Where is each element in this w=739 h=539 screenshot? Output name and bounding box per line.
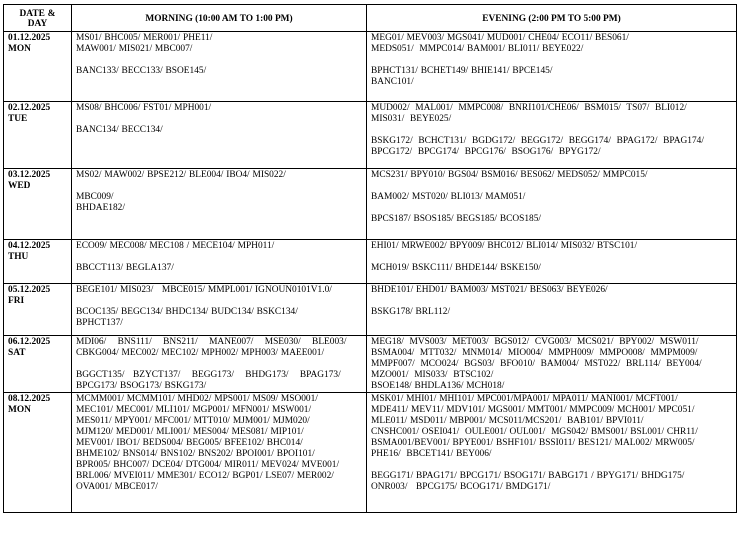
exam-timetable	[3, 4, 737, 513]
table-row	[4, 240, 737, 284]
course-line: MAW001/ MIS021/ MBC007/	[76, 44, 193, 54]
exam-day: SAT	[8, 348, 26, 358]
course-line: MDE411/ MEV11/ MDV101/ MGS001/ MMT001/ MMPC009/ MCH001/ MPC051/	[371, 405, 695, 415]
course-line: BGGCT135/ BZYCT137/ BEGG173/ BHDG173/ BPAG173/	[76, 370, 341, 380]
morning-courses-cell	[72, 32, 367, 102]
morning-courses-cell	[72, 240, 367, 284]
course-line: BEGG171/ BPAG171/ BPCG171/ BSOG171/ BABG171 / BPYG171/ BHDG175/	[371, 471, 685, 481]
table-row	[4, 102, 737, 169]
course-line: MMPF007/ MCO024/ BGS03/ BFO010/ BAM004/ MST022/ BRL114/ BEY004/	[371, 359, 702, 369]
exam-date: 02.12.2025	[8, 103, 51, 113]
evening-courses-cell	[367, 240, 737, 284]
morning-courses-cell	[72, 393, 367, 513]
blank-line	[371, 55, 732, 66]
table-row	[4, 284, 737, 336]
evening-courses-cell	[367, 169, 737, 240]
table-row	[4, 336, 737, 393]
exam-date: 06.12.2025	[8, 337, 51, 347]
course-line: BSMA001/BEV001/ BPYE001/ BSHF101/ BSSI011/ BES121/ MAL002/ MRW005/	[371, 438, 695, 448]
exam-day: THU	[8, 252, 29, 262]
course-line: MS02/ MAW002/ BPSE212/ BLE004/ IBO4/ MIS022/	[76, 170, 286, 180]
course-line: MCMM001/ MCMM101/ MHD02/ MPS001/ MS09/ MSO001/	[76, 394, 318, 404]
course-line: BBCCT113/ BEGLA137/	[76, 263, 174, 273]
blank-line	[76, 55, 362, 66]
course-line: BPHCT137/	[76, 318, 123, 328]
blank-line	[371, 181, 732, 192]
course-line: CBKG004/ MEC002/ MEC102/ MPH002/ MPH003/ MAEE001/	[76, 348, 325, 358]
course-line: MS01/ BHC005/ MER001/ PHE11/	[76, 33, 213, 43]
course-line: MBC009/	[76, 192, 114, 202]
course-line: BAM002/ MST020/ BLI013/ MAM051/	[371, 192, 526, 202]
course-line: MCS231/ BPY010/ BGS04/ BSM016/ BES062/ MEDS052/ MMPC015/	[371, 170, 648, 180]
date-day-cell	[4, 336, 72, 393]
exam-date: 03.12.2025	[8, 170, 51, 180]
date-day-cell	[4, 32, 72, 102]
blank-line	[76, 296, 362, 307]
course-line: BSKG178/ BRL112/	[371, 307, 451, 317]
course-line: BANC134/ BECC134/	[76, 125, 163, 135]
course-line: MIS031/ BEYE025/	[371, 114, 452, 124]
course-line: BSOE148/ BHDLA136/ MCH018/	[371, 381, 505, 391]
course-line: BCOC135/ BEGC134/ BHDC134/ BUDC134/ BSKC134/	[76, 307, 298, 317]
blank-line	[371, 252, 732, 263]
evening-courses-cell	[367, 32, 737, 102]
header-row	[4, 5, 737, 32]
morning-courses-cell	[72, 284, 367, 336]
course-line: MEG01/ MEV003/ MGS041/ MUD001/ CHE04/ ECO11/ BES061/	[371, 33, 629, 43]
course-line: BSMA004/ MTT032/ MNM014/ MIO004/ MMPH009/ MMPO008/ MMPM009/	[371, 348, 698, 358]
course-line: MS08/ BHC006/ FST01/ MPH001/	[76, 103, 212, 113]
blank-line	[76, 181, 362, 192]
course-line: BANC133/ BECC133/ BSOE145/	[76, 66, 207, 76]
course-line: BHME102/ BNS014/ BNS102/ BNS202/ BPOI001/ BPOI101/	[76, 449, 315, 459]
blank-line	[371, 460, 732, 471]
course-line: MLE011/ MSD011/ MBP001/ MCS011/MCS201/ BAB101/ BPVI011/	[371, 416, 644, 426]
morning-courses-cell	[72, 169, 367, 240]
evening-courses-cell	[367, 336, 737, 393]
table-row	[4, 169, 737, 240]
course-line: BEGE101/ MIS023/ MBCE015/ MMPL001/ IGNOUN0101V1.0/	[76, 285, 332, 295]
course-line: MZO001/ MIS033/ BTSC102/	[371, 370, 494, 380]
table-row	[4, 393, 737, 513]
course-line: MSK01/ MHI01/ MHI101/ MPC001/MPA001/ MPA011/ MANI001/ MCFT001/	[371, 394, 678, 404]
course-line: OVA001/ MBCE017/	[76, 482, 158, 492]
header-evening: EVENING (2:00 PM TO 5:00 PM)	[367, 5, 737, 32]
course-line: BHDAE182/	[76, 203, 125, 213]
course-line: CNSHC001/ OSEI041/ OULE001/ OUL001/ MGS042/ BMS001/ BSL001/ CHR11/	[371, 427, 698, 437]
table-row	[4, 32, 737, 102]
blank-line	[76, 359, 362, 370]
course-line: ONR003/ BPCG175/ BCOG171/ BMDG171/	[371, 482, 551, 492]
blank-line	[76, 114, 362, 125]
date-day-cell	[4, 169, 72, 240]
blank-line	[371, 296, 732, 307]
date-day-cell	[4, 393, 72, 513]
course-line: BPR005/ BHC007/ DCE04/ DTG004/ MIR011/ MEV024/ MVE001/	[76, 460, 340, 470]
course-line: MEV001/ IBO1/ BEDS004/ BEG005/ BFEE102/ BHC014/	[76, 438, 303, 448]
date-day-cell	[4, 102, 72, 169]
course-line: PHE16/ BBCET141/ BEY006/	[371, 449, 492, 459]
course-line: BANC101/	[371, 77, 414, 87]
course-line: ECO09/ MEC008/ MEC108 / MECE104/ MPH011/	[76, 241, 275, 251]
course-line: BRL006/ MVEI011/ MME301/ ECO12/ BGP01/ LSE07/ MER002/	[76, 471, 334, 481]
course-line: BPCS187/ BSOS185/ BEGS185/ BCOS185/	[371, 214, 542, 224]
blank-line	[371, 125, 732, 136]
course-line: EHI01/ MRWE002/ BPY009/ BHC012/ BLI014/ MIS032/ BTSC101/	[371, 241, 638, 251]
exam-day: FRI	[8, 296, 25, 306]
exam-day: MON	[8, 405, 31, 415]
date-day-cell	[4, 284, 72, 336]
exam-date: 01.12.2025	[8, 33, 51, 43]
course-line: BSKG172/ BCHCT131/ BGDG172/ BEGG172/ BEGG174/ BPAG172/ BPAG174/	[371, 136, 704, 146]
exam-date: 08.12.2025	[8, 394, 51, 404]
course-line: MUD002/ MAL001/ MMPC008/ BNRI101/CHE06/ BSM015/ TS07/ BLI012/	[371, 103, 687, 113]
course-line: MEC101/ MEC001/ MLI101/ MGP001/ MFN001/ MSW001/	[76, 405, 312, 415]
course-line: BPHCT131/ BCHET149/ BHIE141/ BPCE145/	[371, 66, 553, 76]
exam-day: WED	[8, 181, 31, 191]
evening-courses-cell	[367, 284, 737, 336]
exam-day: TUE	[8, 114, 28, 124]
course-line: BPCG172/ BPCG174/ BPCG176/ BSOG176/ BPYG172/	[371, 147, 601, 157]
course-line: MJM120/ MED001/ MLI001/ MES004/ MES081/ MIP101/	[76, 427, 304, 437]
course-line: BHDE101/ EHD01/ BAM003/ MST021/ BES063/ BEYE026/	[371, 285, 608, 295]
course-line: MES011/ MPY001/ MFC001/ MTT010/ MJM001/ MJM020/	[76, 416, 310, 426]
header-date-day: DATE & DAY	[4, 5, 72, 32]
blank-line	[76, 252, 362, 263]
exam-day: MON	[8, 44, 31, 54]
morning-courses-cell	[72, 336, 367, 393]
course-line: BPCG173/ BSOG173/ BSKG173/	[76, 381, 207, 391]
course-line: MEDS051/ MMPC014/ BAM001/ BLI011/ BEYE022/	[371, 44, 584, 54]
date-day-cell	[4, 240, 72, 284]
course-line: MCH019/ BSKC111/ BHDE144/ BSKE150/	[371, 263, 541, 273]
header-morning: MORNING (10:00 AM TO 1:00 PM)	[72, 5, 367, 32]
course-line: MEG18/ MVS003/ MET003/ BGS012/ CVG003/ MCS021/ BPY002/ MSW011/	[371, 337, 699, 347]
course-line: MDI06/ BNS111/ BNS211/ MANE007/ MSE030/ BLE003/	[76, 337, 347, 347]
morning-courses-cell	[72, 102, 367, 169]
timetable-body	[4, 32, 737, 513]
evening-courses-cell	[367, 102, 737, 169]
evening-courses-cell	[367, 393, 737, 513]
exam-date: 05.12.2025	[8, 285, 51, 295]
blank-line	[371, 203, 732, 214]
exam-date: 04.12.2025	[8, 241, 51, 251]
